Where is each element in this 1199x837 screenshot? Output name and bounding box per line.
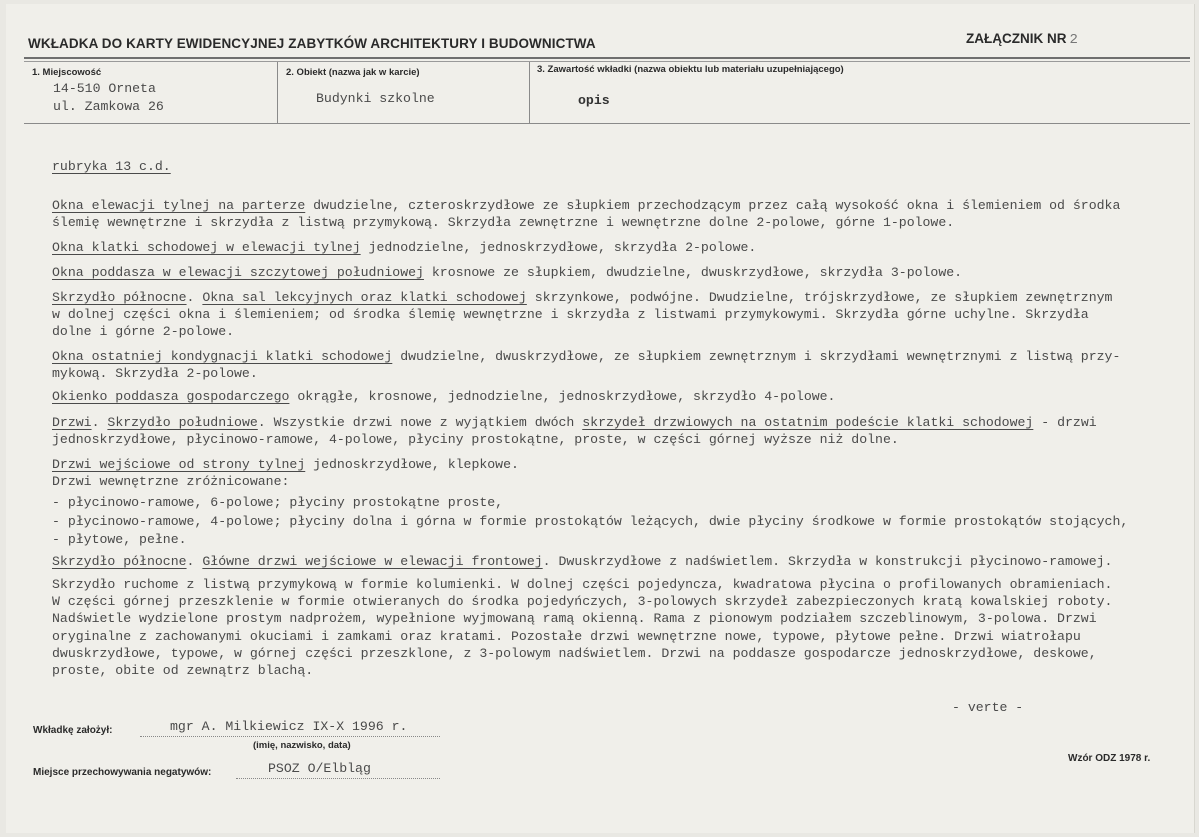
- object-value: Budynki szkolne: [316, 91, 435, 106]
- author-label: Wkładkę założył:: [33, 725, 113, 736]
- place-line1: 14-510 Orneta: [53, 81, 156, 96]
- section-ref: rubryka 13 c.d.: [52, 159, 171, 174]
- object-label: 2. Obiekt (nazwa jak w karcie): [286, 67, 420, 78]
- field-divider-2: [529, 62, 530, 123]
- header-rule: [24, 57, 1190, 59]
- annex-label: [966, 31, 1078, 48]
- author-value: mgr A. Milkiewicz IX-X 1996 r.: [170, 719, 408, 734]
- text-line-14: Drzwi wejściowe od strony tylnej jednoskrzydłowe, klepkowe.: [52, 457, 519, 472]
- text-line-17: - płycinowo-ramowe, 4-polowe; płyciny dolna i górna w formie prostokątów leżących, dwie płyciny środkowe w formie prostokątów stojących,: [52, 514, 1129, 529]
- author-dotted-line: [140, 736, 440, 737]
- text-line-24: dwuskrzydłowe, typowe, w górnej części przeszklone, z 3-polowym nadświetlem. Drzwi na poddasze gospodarcze jednoskrzydłowe, deskowe,: [52, 646, 1097, 661]
- text-line-15: Drzwi wewnętrzne zróżnicowane:: [52, 474, 290, 489]
- form-title: WKŁADKA DO KARTY EWIDENCYJNEJ ZABYTKÓW ARCHITEKTURY I BUDOWNICTWA: [28, 36, 596, 51]
- content-label: 3. Zawartość wkładki (nazwa obiektu lub materiału uzupełniającego): [537, 64, 844, 75]
- header-rule-thin: [24, 61, 1190, 62]
- form-reference: Wzór ODZ 1978 r.: [1068, 753, 1151, 764]
- annex-number: 2: [1069, 32, 1078, 48]
- annex-label-text: ZAŁĄCZNIK NR: [966, 31, 1067, 46]
- storage-label: Miejsce przechowywania negatywów:: [33, 767, 212, 778]
- text-line-12: Drzwi. Skrzydło południowe. Wszystkie drzwi nowe z wyjątkiem dwóch skrzydeł drzwiowych na ostatnim podeście klatki schodowej - drzwi: [52, 415, 1097, 430]
- text-line-11: Okienko poddasza gospodarczego okrągłe, krosnowe, jednodzielne, jednoskrzydłowe, skrzydło 4-polowe.: [52, 389, 836, 404]
- author-hint: (imię, nazwisko, data): [253, 740, 351, 751]
- text-line-13: jednoskrzydłowe, płycinowo-ramowe, 4-polowe, płyciny prostokątne, proste, w części górnej wyższe niż dolne.: [52, 432, 899, 447]
- text-line-9: Okna ostatniej kondygnacji klatki schodowej dwudzielne, dwuskrzydłowe, ze słupkiem zewnętrznym i skrzydłami wewnętrznymi z listwą przy-: [52, 349, 1121, 364]
- fields-bottom-rule: [24, 123, 1190, 124]
- text-line-20: Skrzydło ruchome z listwą przymykową w formie kolumienki. W dolnej części pojedyncza, kwadratowa płycina o profilowanych obramieniach.: [52, 577, 1113, 592]
- text-line-16: - płycinowo-ramowe, 6-polowe; płyciny prostokątne proste,: [52, 495, 504, 510]
- text-line-2: Okna elewacji tylnej na parterze dwudzielne, czteroskrzydłowe ze słupkiem przechodzącym przez całą wysokość okna i ślemieniem od środka: [52, 198, 1121, 213]
- verte-note: - verte -: [952, 700, 1024, 715]
- text-line-25: proste, obite od zewnątrz blachą.: [52, 663, 314, 678]
- text-line-5: Okna poddasza w elewacji szczytowej południowej krosnowe ze słupkiem, dwudzielne, dwuskrzydłowe, skrzydła 3-polowe.: [52, 265, 963, 280]
- text-line-22: Nadświetle wydzielone prostym nadprożem, wypełnione wyjmowaną ramą okienną. Rama z pionowym podziałem szczeblinowym, 3-polowa. Drzwi: [52, 611, 1097, 626]
- text-line-18: - płytowe, pełne.: [52, 532, 187, 547]
- field-divider-1: [277, 62, 278, 123]
- text-line-3: ślemię wewnętrzne i skrzydła z listwą przymykową. Skrzydła zewnętrzne i wewnętrzne dolne 2-polowe, górne 1-polowe.: [52, 215, 955, 230]
- content-value: opis: [578, 93, 610, 108]
- text-line-21: W części górnej przeszklenie w formie otwieranych do środka pojedyńczych, 3-polowych skrzydeł zabezpieczonych kratą kowalskiej roboty.: [52, 594, 1113, 609]
- place-label: 1. Miejscowość: [32, 67, 102, 78]
- text-line-23: oryginalne z zachowanymi okuciami i zamkami oraz kratami. Pozostałe drzwi wewnętrzne nowe, typowe, płytowe pełne. Drzwi wiatrołapu: [52, 629, 1081, 644]
- text-line-6: Skrzydło północne. Okna sal lekcyjnych oraz klatki schodowej skrzynkowe, podwójne. Dwudzielne, trójskrzydłowe, ze słupkiem zewnętrznym: [52, 290, 1113, 305]
- place-line2: ul. Zamkowa 26: [53, 99, 164, 114]
- text-line-7: w dolnej części okna i ślemieniem; od środka ślemię wewnętrzne i skrzydła z listwami przymykowymi. Skrzydła górne uchylne. Skrzydła: [52, 307, 1089, 322]
- text-line-8: dolne i górne 2-polowe.: [52, 324, 235, 339]
- text-line-10: mykową. Skrzydła 2-polowe.: [52, 366, 258, 381]
- storage-dotted-line: [236, 778, 440, 779]
- text-line-19: Skrzydło północne. Główne drzwi wejściowe w elewacji frontowej. Dwuskrzydłowe z nadświetlem. Skrzydła w konstrukcji płycinowo-ramowej.: [52, 554, 1113, 569]
- storage-value: PSOZ O/Elbląg: [268, 761, 371, 776]
- text-line-4: Okna klatki schodowej w elewacji tylnej jednodzielne, jednoskrzydłowe, skrzydła 2-polowe.: [52, 240, 757, 255]
